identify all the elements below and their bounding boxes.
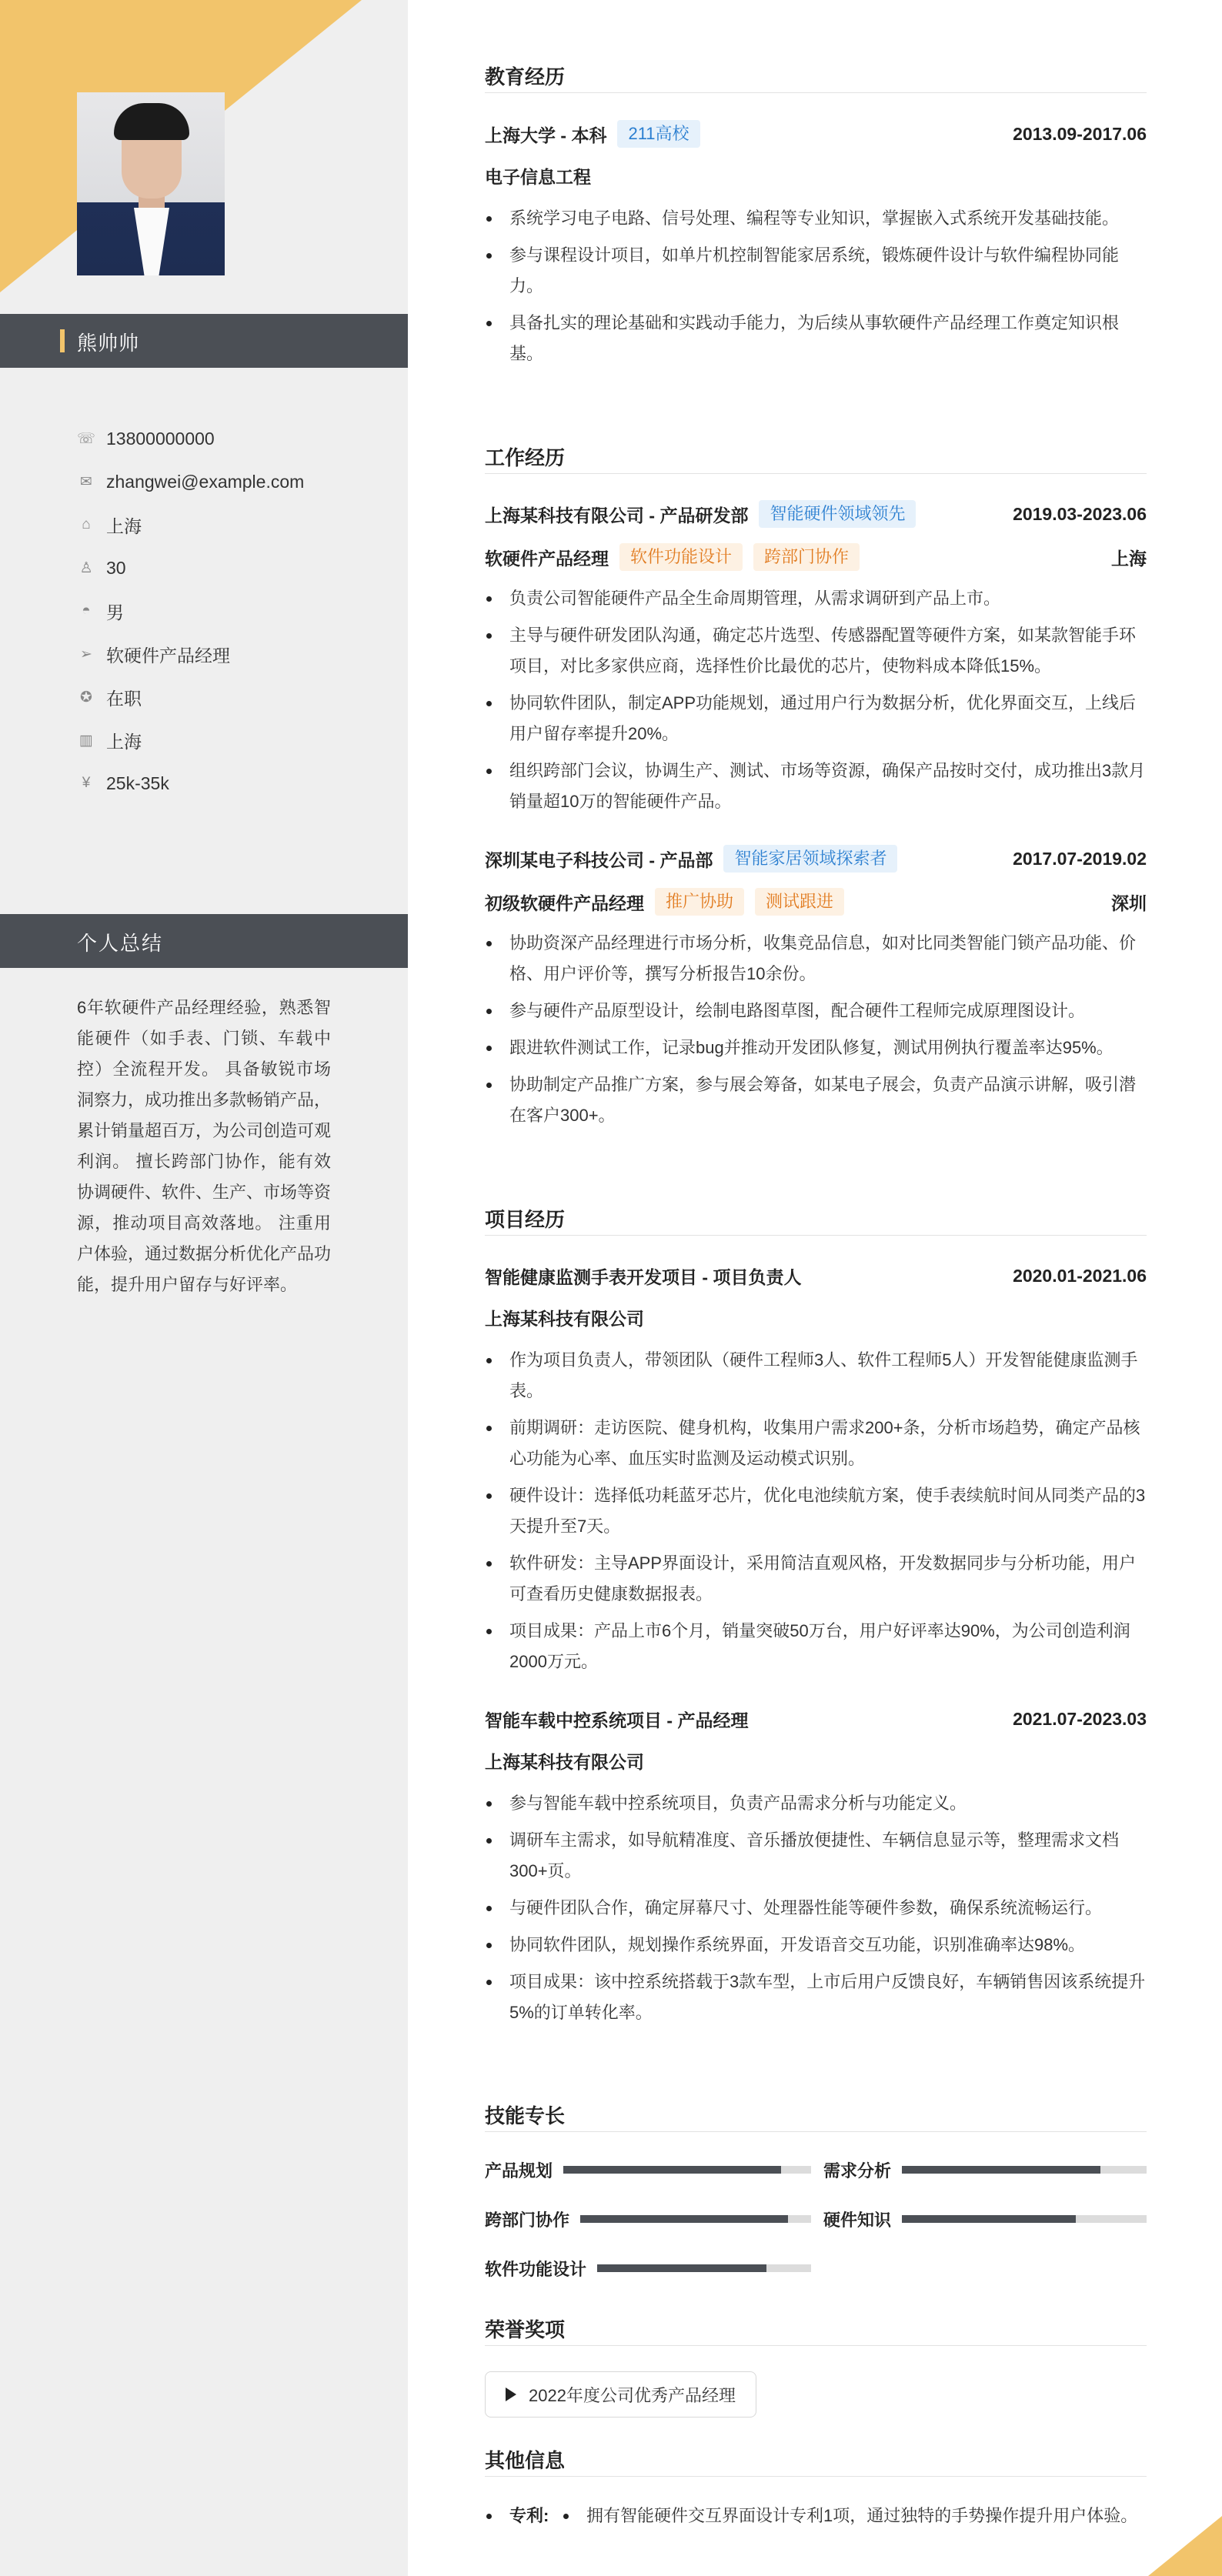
education-header — [485, 118, 1147, 149]
building-icon: ▥ — [79, 732, 93, 749]
role-tag: 软件功能设计 — [619, 543, 743, 571]
job-city: 上海 — [1111, 548, 1147, 569]
role-tag: 测试跟进 — [755, 888, 844, 916]
name-accent-bar — [60, 329, 65, 352]
bullet-item: 调研车主需求，如导航精准度、音乐播放便捷性、车辆信息显示等，整理需求文档300+页。 — [485, 1825, 1147, 1887]
job-bullets — [485, 583, 1147, 823]
job-header — [485, 499, 1147, 529]
section-title-education: 教育经历 — [485, 65, 566, 88]
contact-item — [77, 676, 304, 719]
skill-bar — [902, 2166, 1147, 2174]
bullet-item: 项目成果：产品上市6个月，销量突破50万台，用户好评率达90%，为公司创造利润2000万元。 — [485, 1616, 1147, 1677]
bullet-dot — [486, 2514, 492, 2519]
bullet-item: 协助资深产品经理进行市场分析，收集竞品信息，如对比同类智能门锁产品功能、价格、用户评价等，撰写分析报告10余份。 — [485, 928, 1147, 989]
mail-icon: ✉ — [80, 473, 92, 490]
job-role: 初级软硬件产品经理 — [485, 893, 644, 913]
skill-bar-fill — [902, 2215, 1076, 2223]
sidebar — [0, 0, 408, 2576]
education-bullets — [485, 203, 1147, 375]
phone-icon: ☏ — [77, 430, 95, 447]
summary-text: 6年软硬件产品经理经验，熟悉智能硬件（如手表、门锁、车载中控）全流程开发。 具备敏锐市场洞察力，成功推出多款畅销产品，累计销量超百万，为公司创造可观利润。 擅长跨部门协作，能有效协调硬件、软件、生产、市场等资源，推动项目高效落地。 注重用户体验，通过数据分析优化产品功能，提升用户留存与好评率。 — [77, 998, 332, 1294]
job-role: 软硬件产品经理 — [485, 548, 609, 569]
skill-label: 需求分析 — [823, 2161, 892, 2181]
project-bullets — [485, 1788, 1147, 2034]
profile-photo — [77, 92, 225, 275]
section-title-skills: 技能专长 — [485, 2104, 566, 2127]
contact-value: 25k-35k — [106, 772, 169, 793]
bullet-item: 协助制定产品推广方案，参与展会筹备，如某电子展会，负责产品演示讲解，吸引潜在客户300+。 — [485, 1069, 1147, 1131]
job-role-row — [485, 886, 1147, 917]
contact-item — [77, 632, 304, 676]
skill-bar — [580, 2215, 811, 2223]
bullet-item: 参与智能车载中控系统项目，负责产品需求分析与功能定义。 — [485, 1788, 1147, 1819]
section-divider — [485, 92, 1147, 93]
education-major-row — [485, 160, 1147, 191]
salary-icon: ¥ — [82, 775, 91, 791]
summary-title: 个人总结 — [77, 932, 164, 955]
company-tag: 智能家居领域探索者 — [723, 845, 897, 873]
skill-bar — [563, 2166, 811, 2174]
skill-bar-fill — [597, 2264, 766, 2272]
skill-label: 跨部门协作 — [485, 2210, 570, 2230]
contact-value: 男 — [106, 602, 124, 622]
job-date: 2017.07-2019.02 — [1013, 848, 1147, 869]
project-name: 智能车载中控系统项目 - 产品经理 — [485, 1710, 749, 1730]
bullet-item: 协同软件团队，规划操作系统界面，开发语音交互功能，识别准确率达98%。 — [485, 1930, 1147, 1960]
contact-value: 上海 — [106, 516, 142, 536]
send-icon: ➢ — [80, 646, 92, 662]
project-date: 2021.07-2023.03 — [1013, 1708, 1147, 1729]
play-icon — [506, 2387, 516, 2401]
home-icon: ⌂ — [82, 516, 91, 532]
contact-item — [77, 719, 304, 762]
bullet-item: 软件研发：主导APP界面设计，采用简洁直观风格，开发数据同步与分析功能，用户可查看历史健康数据报表。 — [485, 1548, 1147, 1610]
bullet-item: 参与课程设计项目，如单片机控制智能家居系统，锻炼硬件设计与软件编程协同能力。 — [485, 240, 1147, 302]
corner-decoration — [1148, 2516, 1222, 2576]
contact-item — [77, 589, 304, 632]
education-date: 2013.09-2017.06 — [1013, 123, 1147, 144]
skill-bar-fill — [563, 2166, 781, 2174]
contact-value: 软硬件产品经理 — [106, 645, 230, 666]
honor-label: 2022年度公司优秀产品经理 — [529, 2385, 736, 2405]
school-name: 上海大学 - 本科 — [485, 125, 607, 145]
project-name: 智能健康监测手表开发项目 - 项目负责人 — [485, 1266, 802, 1287]
role-tag: 跨部门协作 — [753, 543, 860, 571]
bullet-item: 负责公司智能硬件产品全生命周期管理，从需求调研到产品上市。 — [485, 583, 1147, 614]
gender-icon: ◓ — [82, 602, 91, 619]
skill-label: 软件功能设计 — [485, 2259, 587, 2279]
bullet-item: 组织跨部门会议，协调生产、测试、市场等资源，确保产品按时交付，成功推出3款月销量超10万的智能硬件产品。 — [485, 756, 1147, 817]
bullet-item: 系统学习电子电路、信号处理、编程等专业知识，掌握嵌入式系统开发基础技能。 — [485, 203, 1147, 234]
contact-item — [77, 762, 304, 805]
section-divider — [485, 2345, 1147, 2346]
bullet-item: 协同软件团队，制定APP功能规划，通过用户行为数据分析，优化界面交互，上线后用户留存率提升20%。 — [485, 688, 1147, 749]
school-tag: 211高校 — [617, 120, 699, 148]
project-header — [485, 1260, 1147, 1291]
skill-label: 硬件知识 — [823, 2210, 892, 2230]
section-divider — [485, 2476, 1147, 2477]
section-title-projects: 项目经历 — [485, 1208, 566, 1231]
bullet-item: 硬件设计：选择低功耗蓝牙芯片，优化电池续航方案，使手表续航时间从同类产品的3天提升至7天。 — [485, 1480, 1147, 1542]
project-company: 上海某科技有限公司 — [485, 1751, 644, 1772]
bullet-item: 作为项目负责人，带领团队（硬件工程师3人、软件工程师5人）开发智能健康监测手表。 — [485, 1345, 1147, 1406]
age-icon: ♙ — [79, 559, 93, 576]
skill-item — [823, 2154, 1147, 2185]
patent-text: 拥有智能硬件交互界面设计专利1项，通过独特的手势操作提升用户体验。 — [586, 2506, 1138, 2525]
skill-item — [485, 2253, 811, 2284]
skill-bar-fill — [902, 2166, 1100, 2174]
job-bullets — [485, 928, 1147, 1137]
job-header — [485, 843, 1147, 874]
project-company: 上海某科技有限公司 — [485, 1308, 644, 1329]
name-header — [0, 314, 408, 368]
status-icon: ✪ — [80, 689, 92, 706]
bullet-item: 跟进软件测试工作，记录bug并推动开发团队修复，测试用例执行覆盖率达95%。 — [485, 1033, 1147, 1063]
skill-item — [485, 2154, 811, 2185]
contact-value: 30 — [106, 557, 126, 578]
project-header — [485, 1703, 1147, 1734]
skill-bar — [902, 2215, 1147, 2223]
summary-header — [0, 914, 408, 968]
skill-bar-fill — [580, 2215, 788, 2223]
job-company: 上海某科技有限公司 - 产品研发部 — [485, 505, 749, 526]
job-role-row — [485, 542, 1147, 572]
section-title-work: 工作经历 — [485, 446, 566, 469]
section-divider — [485, 2131, 1147, 2132]
job-date: 2019.03-2023.06 — [1013, 503, 1147, 524]
bullet-item: 前期调研：走访医院、健身机构，收集用户需求200+条，分析市场趋势，确定产品核心功能为心率、血压实时监测及运动模式识别。 — [485, 1413, 1147, 1474]
honor-item[interactable] — [485, 2371, 756, 2418]
section-title-honors: 荣誉奖项 — [485, 2318, 566, 2341]
role-tag: 推广协助 — [655, 888, 744, 916]
skill-bar — [597, 2264, 811, 2272]
skill-item — [485, 2204, 811, 2234]
contact-item — [77, 546, 304, 589]
skill-label: 产品规划 — [485, 2161, 553, 2181]
patent-label: 专利: — [509, 2506, 549, 2525]
company-tag: 智能硬件领域领先 — [759, 500, 916, 528]
bullet-dot — [563, 2514, 569, 2519]
contact-value: 13800000000 — [106, 428, 215, 449]
job-company: 深圳某电子科技公司 - 产品部 — [485, 849, 713, 870]
project-company-row — [485, 1302, 1147, 1333]
contact-list — [77, 417, 304, 805]
contact-value: 在职 — [106, 688, 142, 709]
bullet-item: 具备扎实的理论基础和实践动手能力，为后续从事软硬件产品经理工作奠定知识根基。 — [485, 308, 1147, 369]
skill-item — [823, 2204, 1147, 2234]
section-divider — [485, 473, 1147, 474]
contact-item — [77, 503, 304, 546]
section-divider — [485, 1235, 1147, 1236]
candidate-name: 熊帅帅 — [77, 332, 140, 355]
bullet-item: 与硬件团队合作，确定屏幕尺寸、处理器性能等硬件参数，确保系统流畅运行。 — [485, 1893, 1147, 1924]
bullet-item: 参与硬件产品原型设计，绘制电路图草图，配合硬件工程师完成原理图设计。 — [485, 996, 1147, 1026]
major: 电子信息工程 — [485, 166, 591, 187]
contact-item — [77, 460, 304, 503]
section-title-other: 其他信息 — [485, 2449, 566, 2472]
bullet-item: 项目成果：该中控系统搭载于3款车型，上市后用户反馈良好，车辆销售因该系统提升5%的订单转化率。 — [485, 1967, 1147, 2028]
job-city: 深圳 — [1111, 893, 1147, 913]
bullet-item: 主导与硬件研发团队沟通，确定芯片选型、传感器配置等硬件方案，如某款智能手环项目，对比多家供应商，选择性价比最优的芯片，使物料成本降低15%。 — [485, 620, 1147, 682]
contact-item — [77, 417, 304, 460]
contact-value: zhangwei@example.com — [106, 471, 305, 492]
project-bullets — [485, 1345, 1147, 1683]
project-date: 2020.01-2021.06 — [1013, 1265, 1147, 1286]
contact-value: 上海 — [106, 731, 142, 752]
project-company-row — [485, 1745, 1147, 1776]
